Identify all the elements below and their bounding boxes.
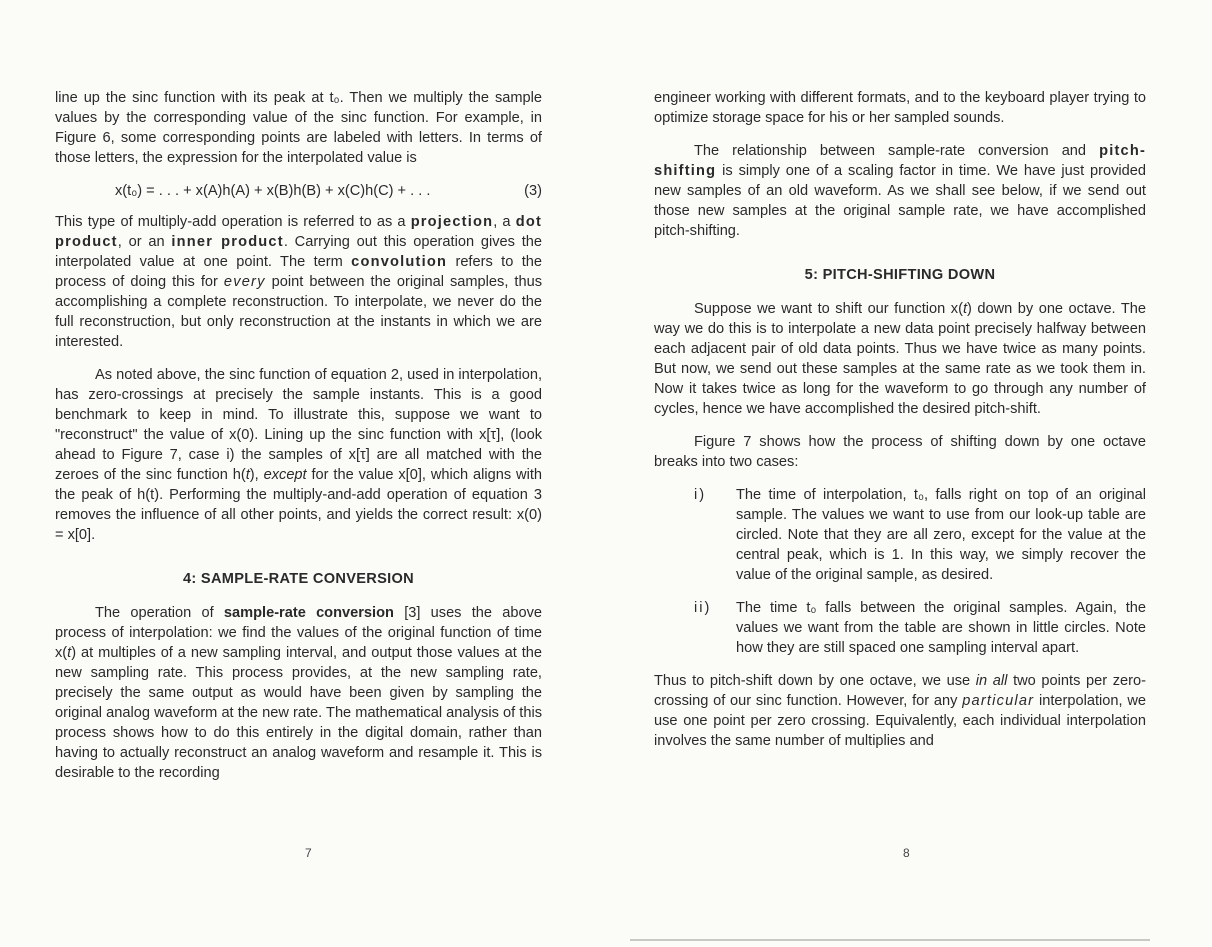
list-label: i) bbox=[694, 487, 707, 503]
equation-number: (3) bbox=[524, 183, 542, 199]
page-number: 8 bbox=[903, 846, 910, 860]
paragraph: This type of multiply-add operation is referred to as a projection, a dot product, or an inner product. Carrying out this operation gives the interpolated value at one point. The term convolution refers to the process of doing this for every point between the original samples, thus accomplishing a complete reconstruction. To interpolate, we never do the full reconstruction, but only reconstruction at the instants in which we are interested. bbox=[55, 214, 543, 350]
paragraph: Suppose we want to shift our function x(t) down by one octave. The way we do this is to interpolate a new data point precisely halfway between each adjacent pair of old data points. Thus we have twice as many points. But now, we send out these samples at the same rate as we took them in. Now it takes twice as long for the waveform to go through any number of cycles, hence we have accomplished the desired pitch-shift. bbox=[654, 301, 1146, 417]
paragraph: Figure 7 shows how the process of shifting down by one octave breaks into two cases: bbox=[654, 434, 1146, 470]
term-projection: projection bbox=[410, 214, 494, 230]
list-item bbox=[694, 485, 1146, 585]
paragraph: As noted above, the sinc function of equation 2, used in interpolation, has zero-crossings at precisely the sample instants. This is a good benchmark to keep in mind. To illustrate this, suppose we want to "reconstruct" the value of x(0). Lining up the sinc function with x[τ], (look ahead to Figure 7, case i) the samples of x[τ] are all matched with the zeroes of the sinc function h(t), except for the value x[0], which aligns with the peak of h(t). Performing the multiply-and-add operation of equation 3 removes the influence of all other points, and yields the correct result: x(0) = x[0]. bbox=[55, 367, 542, 543]
term-dot-product: dot product bbox=[55, 214, 543, 250]
left-column bbox=[55, 88, 542, 796]
term-convolution: convolution bbox=[351, 254, 448, 270]
equation-text: x(t₀) = . . . + x(A)h(A) + x(B)h(B) + x(C)h(C) + . . . bbox=[115, 183, 431, 199]
term-pitch-shifting: pitch-shifting bbox=[654, 143, 1146, 179]
list-item bbox=[694, 598, 1146, 658]
page-number: 7 bbox=[305, 846, 312, 860]
paragraph: line up the sinc function with its peak at t₀. Then we multiply the sample values by the corresponding value of the sinc function. For example, in Figure 6, some corresponding points are labeled with letters. In terms of those letters, the expression for the interpolated value is bbox=[55, 90, 542, 166]
section-heading: 5: PITCH-SHIFTING DOWN bbox=[804, 267, 996, 283]
paragraph: Thus to pitch-shift down by one octave, we use in all two points per zero-crossing of our sinc function. However, for any particular interpolation, we use one point per zero crossing. Equivalently, each individual interpolation involves the same number of multiplies and bbox=[654, 673, 1146, 749]
list-label: ii) bbox=[694, 600, 712, 616]
list-text: The time of interpolation, t₀, falls right on top of an original sample. The values we want to use from our look-up table are circled. Note that they are all zero, except for the value at the central peak, which is 1. In this way, we simply recover the value of the original sample, as desired. bbox=[736, 487, 1146, 583]
term-sample-rate-conversion: sample-rate conversion bbox=[223, 605, 394, 621]
right-page bbox=[600, 0, 1212, 947]
paragraph: The operation of sample-rate conversion [3] uses the above process of interpolation: we find the values of the original function of time x(t) at multiples of a new sampling interval, and output those values at the new sampling rate. This process provides, at the new sampling rate, precisely the same output as would have been given by sampling the original analog waveform at the new rate. The mathematical analysis of this process shows how to do this entirely in the digital domain, rather than having to actually reconstruct an analog waveform and resample it. This is desirable to the recording bbox=[55, 605, 543, 781]
list-text: The time t₀ falls between the original samples. Again, the values we want from the table are shown in little circles. Note how they are still spaced one sampling interval apart. bbox=[736, 600, 1146, 656]
scan-edge-line bbox=[630, 939, 1150, 941]
paragraph: engineer working with different formats, and to the keyboard player trying to optimize storage space for his or her sampled sounds. bbox=[654, 90, 1146, 126]
equation-3 bbox=[55, 181, 542, 201]
section-heading: 4: SAMPLE-RATE CONVERSION bbox=[182, 571, 415, 587]
term-inner-product: inner product bbox=[171, 234, 284, 250]
right-column bbox=[654, 88, 1146, 764]
left-page bbox=[0, 0, 600, 947]
paragraph: The relationship between sample-rate conversion and pitch-shifting is simply one of a scaling factor in time. We have just provided new samples of an old waveform. As we shall see below, if we send out those new samples at the original sample rate, we have accomplished pitch-shifting. bbox=[654, 143, 1146, 239]
